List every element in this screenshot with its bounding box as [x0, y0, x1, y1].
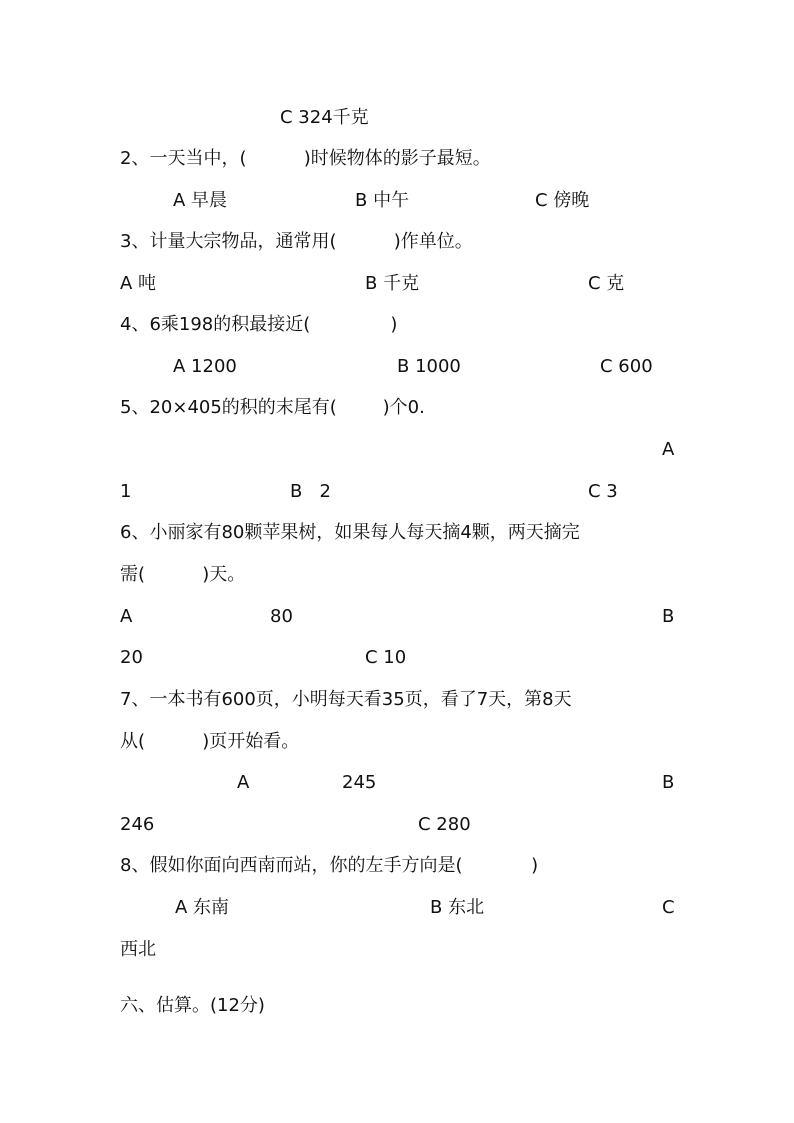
q7-option-c: C 280: [418, 814, 471, 835]
q7-option-a-letter: A: [237, 772, 250, 793]
q7-option-b-value: 246: [120, 814, 155, 835]
q3-option-c: C 克: [588, 273, 625, 294]
q1-option-c: C 324千克: [280, 107, 369, 128]
q5-option-a-value: 1: [120, 481, 132, 502]
q5-option-b: B 2: [290, 481, 331, 502]
q7-stem-line2: 从( )页开始看。: [120, 731, 300, 752]
q5-option-a-letter: A: [662, 439, 675, 460]
q4-option-c: C 600: [600, 356, 653, 377]
q6-stem-line2: 需( )天。: [120, 564, 246, 585]
q6-option-b-value: 20: [120, 647, 143, 668]
q6-option-a-value: 80: [270, 606, 293, 627]
q7-option-a-value: 245: [342, 772, 377, 793]
q8-option-c-letter: C: [662, 897, 675, 918]
q3-option-a: A 吨: [120, 273, 157, 294]
q5-option-c: C 3: [588, 481, 618, 502]
q2-option-a: A 早晨: [173, 190, 228, 211]
q6-option-a-letter: A: [120, 606, 133, 627]
q8-option-a: A 东南: [175, 897, 230, 918]
q3-option-b: B 千克: [365, 273, 420, 294]
q7-stem-line1: 7、一本书有600页，小明每天看35页，看了7天，第8天: [120, 689, 572, 710]
q8-option-c-value: 西北: [120, 939, 156, 960]
q4-option-a: A 1200: [173, 356, 237, 377]
q4-stem: 4、6乘198的积最接近( ): [120, 314, 398, 335]
q6-stem-line1: 6、小丽家有80颗苹果树，如果每人每天摘4颗，两天摘完: [120, 522, 580, 543]
q8-stem: 8、假如你面向西南而站，你的左手方向是( ): [120, 855, 539, 876]
section-6-heading: 六、估算。(12分): [120, 995, 265, 1016]
q5-stem: 5、20×405的积的末尾有( )个0.: [120, 397, 425, 418]
q7-option-b-letter: B: [662, 772, 675, 793]
q6-option-b-letter: B: [662, 606, 675, 627]
q2-option-b: B 中午: [355, 190, 410, 211]
q4-option-b: B 1000: [397, 356, 461, 377]
q3-stem: 3、计量大宗物品，通常用( )作单位。: [120, 231, 473, 252]
q6-option-c: C 10: [365, 647, 407, 668]
q8-option-b: B 东北: [430, 897, 485, 918]
q2-stem: 2、一天当中，( )时候物体的影子最短。: [120, 148, 491, 169]
q2-option-c: C 傍晚: [535, 190, 590, 211]
